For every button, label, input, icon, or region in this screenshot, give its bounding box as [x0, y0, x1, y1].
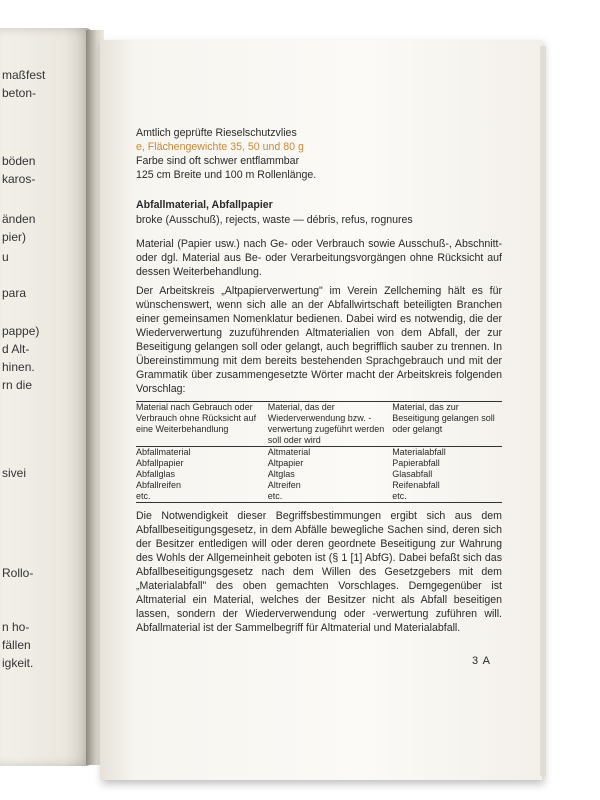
left-fragment: karos-: [2, 172, 36, 186]
term: Altpapier: [267, 458, 304, 468]
left-fragment: maßfest: [2, 68, 46, 82]
intro-paragraph: [136, 126, 502, 182]
left-fragment: änden: [2, 212, 36, 226]
page-content: [136, 126, 502, 640]
left-fragment: d Alt-: [2, 342, 30, 356]
term: Reifenabfall: [392, 480, 440, 490]
table-header-2: Material, das der Wiederverwendung bzw. -verwertung zugeführt werden soll oder wird: [267, 402, 385, 445]
left-fragment: Rollo-: [2, 566, 34, 580]
term: Papierabfall: [392, 458, 440, 468]
left-fragment: pappe): [2, 324, 40, 338]
left-fragment: para: [2, 286, 27, 300]
entry-translation: broke (Ausschuß), rejects, waste — débris, refus, rognures: [136, 214, 413, 226]
intro-text-line3: 125 cm Breite und 100 m Rollenlänge.: [136, 169, 317, 181]
terms-column-materialabfall: [392, 447, 502, 503]
term: Abfallreifen: [136, 480, 182, 490]
term: etc.: [392, 491, 407, 501]
table-header-1: Material nach Gebrauch oder Verbrauch ohne Rücksicht auf eine Weiterbehandlung: [136, 402, 257, 434]
left-fragment: u: [2, 250, 9, 264]
page-edge: [540, 46, 546, 776]
term: Glasabfall: [392, 469, 433, 479]
term: Abfallmaterial: [136, 447, 191, 457]
term: etc.: [267, 491, 283, 501]
terms-column-abfall: [136, 447, 268, 503]
intro-text-stained: e, Flächengewichte 35, 50 und 80 g: [136, 141, 304, 153]
page-number: 3 A: [472, 655, 491, 667]
table-header-row: [136, 402, 502, 447]
terms-column-alt: [268, 447, 392, 503]
legal-paragraph: Die Notwendigkeit dieser Begriffsbestimmungen ergibt sich aus dem Abfallbeseitigungsgesetz, in dem Abfälle bewegliche Sachen sind, deren sich der Besitzer entledigen will oder deren geordnete Beseitigung zur Wahrung des Wohls der Allgemeinheit geboten ist (§ 1 [1] AbfG). Dabei befaßt sich das Abfallbeseitigungsgesetz nach dem Willen des Gesetzgebers mit dem „Materialabfall" des oben gemachten Vorschlages. Demgegenüber ist Altmaterial ein Material, welches der Besitzer nicht als Abfall beseitigen lassen, sondern der Wiederverwendung oder -verwertung zuführen will. Abfallmaterial ist der Sammelbegriff für Altmaterial und Materialabfall.: [136, 510, 502, 634]
left-fragment: böden: [2, 154, 36, 168]
table-bottom-rule: [136, 503, 502, 504]
left-fragment: sivei: [2, 466, 27, 480]
term: Altglas: [267, 469, 295, 479]
left-fragment: rn die: [2, 378, 33, 392]
term: Abfallpapier: [136, 458, 184, 468]
table-terms-row: [136, 447, 502, 503]
left-fragment: igkeit.: [2, 656, 34, 670]
entry-heading: Abfallmaterial, Abfallpapier: [136, 199, 273, 211]
left-fragment: pier): [2, 230, 27, 244]
left-page: [0, 28, 92, 766]
left-fragment: n ho-: [2, 620, 30, 634]
table-header-3: Material, das zur Beseitigung gelangen soll oder gelangt: [392, 402, 495, 434]
term: etc.: [136, 491, 151, 501]
term: Altmaterial: [267, 447, 311, 457]
left-fragment: hinen.: [2, 360, 35, 374]
term: Altreifen: [267, 480, 301, 490]
right-page: [100, 40, 542, 780]
working-group-paragraph: Der Arbeitskreis „Altpapierverwertung" im Verein Zellcheming hält es für wünschenswert, wenn sich alle an der Abfallwirtschaft beteiligten Branchen einer gemeinsamen Nomenklatur bedienen. Dabei wird es notwendig, die der Wiederverwertung zuzuführenden Altmaterialien von dem Abfall, der zur Beseitigung gelangen soll oder gelangt, auch begrifflich sauber zu trennen. In Übereinstimmung mit dem bereits bestehenden Sprachgebrauch und mit der Grammatik über zusammengesetzte Wörter macht der Arbeitskreis folgenden Vorschlag:: [136, 285, 502, 395]
terminology-table: [136, 401, 502, 503]
intro-text-line2: Farbe sind oft schwer entflammbar: [136, 155, 300, 167]
left-fragment: fällen: [2, 638, 31, 652]
term: Materialabfall: [392, 447, 446, 457]
left-fragment: beton-: [2, 86, 37, 100]
term: Abfallglas: [136, 469, 176, 479]
definition-paragraph: Material (Papier usw.) nach Ge- oder Verbrauch sowie Ausschuß-, Abschnitt- oder dgl. Material aus Be- oder Verarbeitungsvorgängen ohne Rücksicht auf dessen Weiterbehandlung.: [136, 238, 502, 278]
intro-text: Amtlich geprüfte Rieselschutzvlies: [136, 127, 297, 139]
